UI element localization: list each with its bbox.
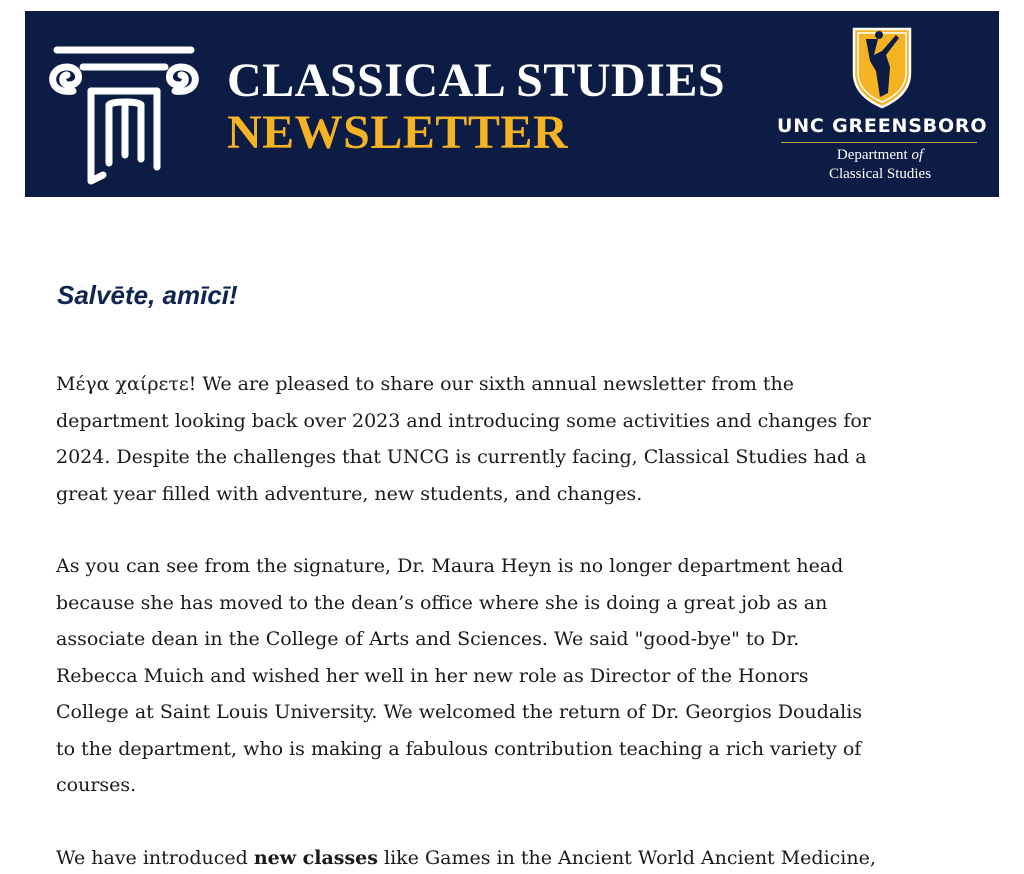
university-name xyxy=(777,115,988,137)
paragraph-line: department looking back over 2023 and introducing some activities and changes for xyxy=(56,409,871,432)
title-line-1: CLASSICAL STUDIES xyxy=(227,54,726,107)
newsletter-title xyxy=(227,55,767,159)
text-after-bold: like Games in the Ancient World Ancient Medicine, xyxy=(377,847,876,869)
university-name-bold: UNC xyxy=(777,115,825,137)
new-classes-paragraph xyxy=(56,840,976,874)
paragraph-line: great year filled with adventure, new students, and changes. xyxy=(56,482,643,505)
paragraph-line: College at Saint Louis University. We welcomed the return of Dr. Georgios Doudalis xyxy=(56,701,863,723)
paragraph-line xyxy=(56,840,976,874)
text-before-bold: We have introduced xyxy=(56,847,254,869)
paragraph-line: associate dean in the College of Arts and Sciences. We said "good-bye" to Dr. xyxy=(56,628,800,650)
paragraph-line: As you can see from the signature, Dr. Maura Heyn is no longer department head xyxy=(56,555,844,577)
paragraph-line: courses. xyxy=(56,774,137,796)
department-label xyxy=(777,147,983,164)
logo-divider xyxy=(781,142,977,143)
paragraph-line: Μέγα χαίρετε! We are pleased to share our sixth annual newsletter from the xyxy=(56,373,795,395)
title-line-2: NEWSLETTER xyxy=(227,106,569,159)
greeting-heading: Salvēte, amīcī! xyxy=(57,280,238,310)
paragraph-line: because she has moved to the dean’s office where she is doing a great job as an xyxy=(56,591,828,614)
staff-changes-paragraph xyxy=(56,548,976,804)
department-prefix: Department xyxy=(836,147,908,163)
paragraph-line: 2024. Despite the challenges that UNCG is currently facing, Classical Studies had a xyxy=(56,446,867,468)
university-name-rest: GREENSBORO xyxy=(832,115,988,137)
department-of: of xyxy=(911,147,924,163)
paragraph-line: Rebecca Muich and wished her well in her new role as Director of the Honors xyxy=(56,664,809,687)
paragraph-line: to the department, who is making a fabulous contribution teaching a rich variety of xyxy=(56,737,862,760)
new-classes-emphasis: new classes xyxy=(253,847,378,869)
spartan-shield-icon xyxy=(852,27,912,109)
newsletter-banner xyxy=(25,11,999,197)
uncg-logo[interactable] xyxy=(777,27,988,187)
intro-paragraph xyxy=(56,366,976,512)
department-name: Classical Studies xyxy=(828,166,932,182)
ionic-column-icon xyxy=(43,45,205,187)
